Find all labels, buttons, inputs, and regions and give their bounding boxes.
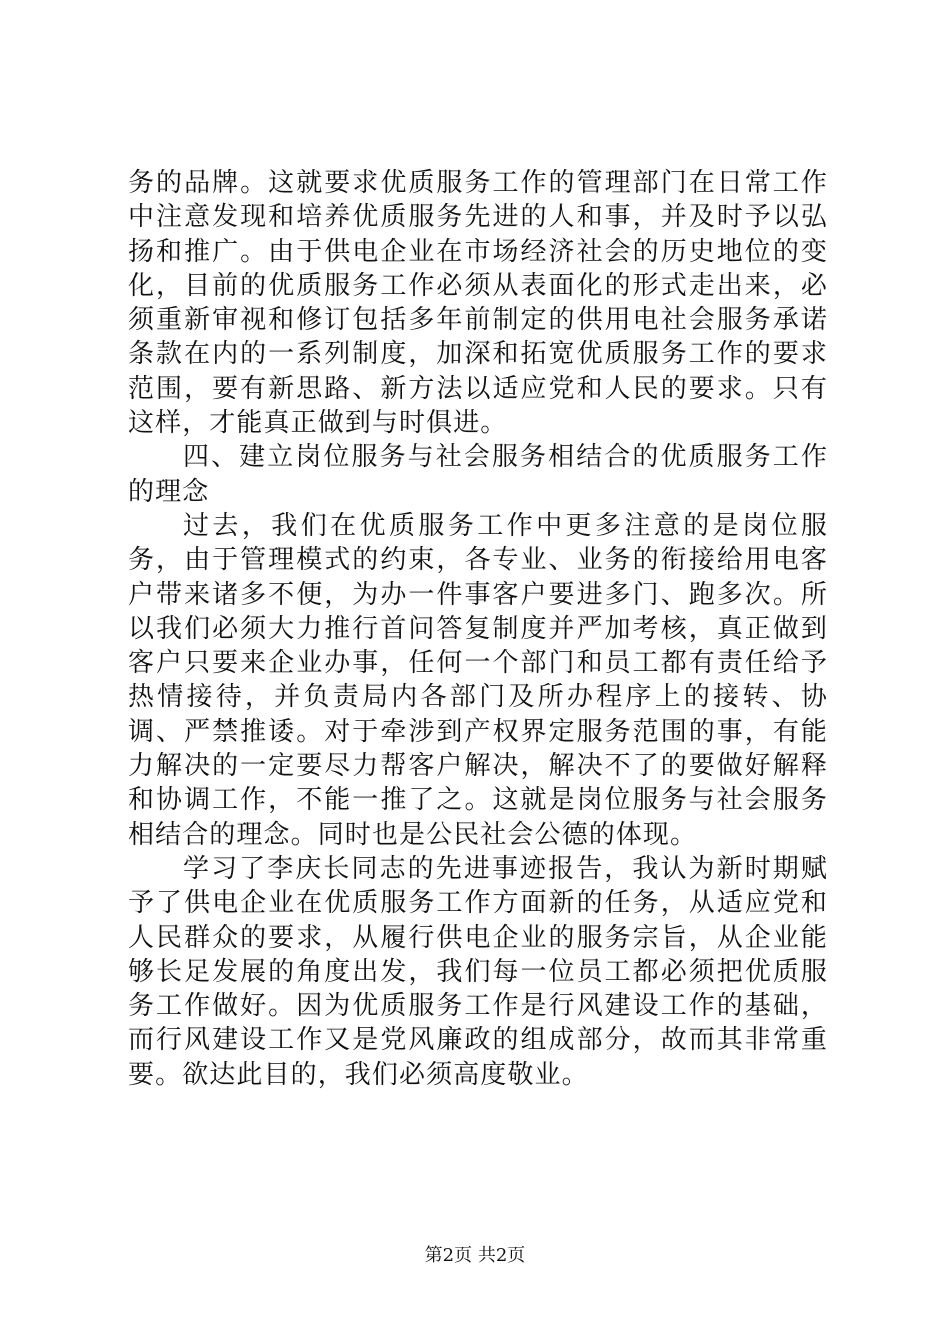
- document-body: [128, 166, 828, 1092]
- paragraph-past-service: 过去，我们在优质服务工作中更多注意的是岗位服务，由于管理模式的约束，各专业、业务的衔接给用电客户带来诸多不便，为办一件事客户要进多门、跑多次。所以我们必须大力推行首问答复制度并严加考核，真正做到客户只要来企业办事，任何一个部门和员工都有责任给予热情接待，并负责局内各部门及所办程序上的接转、协调、严禁推诿。对于牵涉到产权界定服务范围的事，有能力解决的一定要尽力帮客户解决，解决不了的要做好解释和协调工作，不能一推了之。这就是岗位服务与社会服务相结合的理念。同时也是公民社会公德的体现。: [128, 510, 828, 850]
- paragraph-continuation: 务的品牌。这就要求优质服务工作的管理部门在日常工作中注意发现和培养优质服务先进的人和事，并及时予以弘扬和推广。由于供电企业在市场经济社会的历史地位的变化，目前的优质服务工作必须从表面化的形式走出来，必须重新审视和修订包括多年前制定的供用电社会服务承诺条款在内的一系列制度，加深和拓宽优质服务工作的要求范围，要有新思路、新方法以适应党和人民的要求。只有这样，才能真正做到与时俱进。: [128, 168, 828, 439]
- section-heading: 四、建立岗位服务与社会服务相结合的优质服务工作的理念: [128, 442, 828, 507]
- paragraph-conclusion: 学习了李庆长同志的先进事迹报告，我认为新时期赋予了供电企业在优质服务工作方面新的任务，从适应党和人民群众的要求，从履行供电企业的服务宗旨，从企业能够长足发展的角度出发，我们每一位员工都必须把优质服务工作做好。因为优质服务工作是行风建设工作的基础，而行风建设工作又是党风廉政的组成部分，故而其非常重要。欲达此目的，我们必须高度敬业。: [128, 853, 828, 1090]
- page-number-footer: 第2页 共2页: [424, 1245, 526, 1266]
